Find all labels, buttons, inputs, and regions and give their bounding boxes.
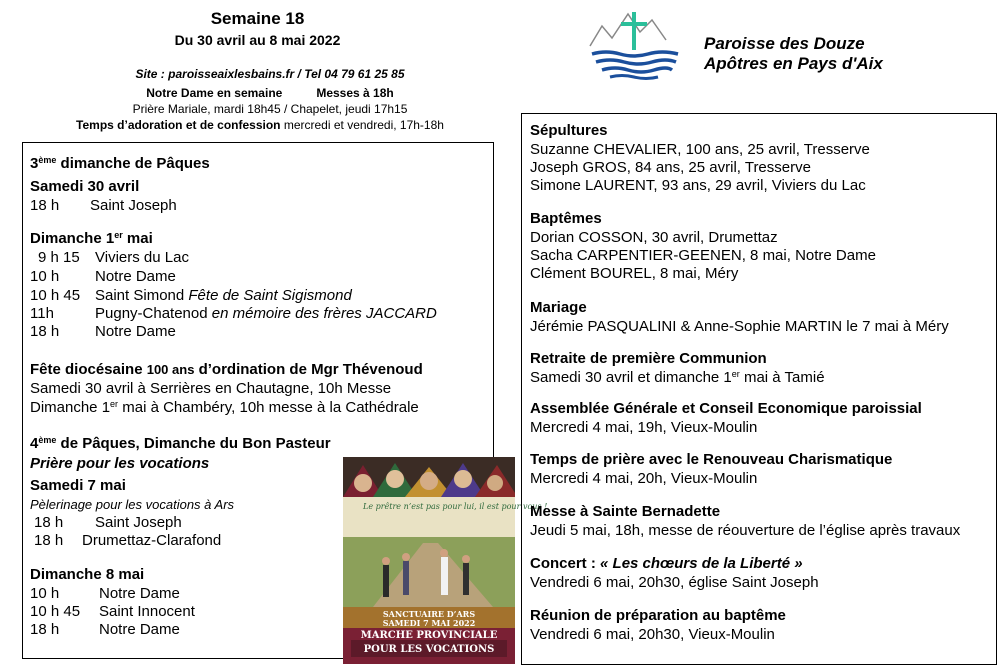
vocations-heading: Prière pour les vocations [30,455,210,472]
sunday-1-time: 18 h [30,323,60,340]
sunday-8-place: Notre Dame [99,621,180,638]
reunion-entry: Vendredi 6 mai, 20h30, Vieux-Moulin [530,626,775,643]
saturday-7-time: 18 h [34,514,64,531]
assemblee-entry: Mercredi 4 mai, 19h, Vieux-Moulin [530,419,758,436]
parish-name [704,34,883,74]
sunday-1-heading: Dimanche 1er mai [30,230,153,247]
sepultures-heading: Sépultures [530,122,608,139]
sunday-1-time: 10 h 45 [30,287,81,304]
baptemes-heading: Baptêmes [530,210,602,227]
sunday-8-time: 10 h 45 [30,603,81,620]
sunday-8-time: 18 h [30,621,60,638]
adoration-label: Temps d’adoration et de confession [76,118,281,132]
sunday-1-place: Pugny-Chatenod en mémoire des frères JACCARD [95,305,437,322]
site-line: Site : paroisseaixlesbains.fr / Tel 04 79 61 25 85 [135,67,405,81]
saturday-30-time: 18 h [30,197,60,214]
bapteme-entry: Sacha CARPENTIER-GEENEN, 8 mai, Notre Dame [530,247,876,264]
parish-name-line1: Paroisse des Douze [704,34,865,53]
retraite-entry: Samedi 30 avril et dimanche 1er mai à Tamié [530,369,825,386]
notre-dame-label: Notre Dame en semaine [146,86,283,100]
poster-sanctuary: SANCTUAIRE D’ARS [382,609,476,619]
concert-entry: Vendredi 6 mai, 20h30, église Saint Joseph [530,574,819,591]
fourth-sunday-heading: 4ème de Pâques, Dimanche du Bon Pasteur [30,435,331,452]
sunday-1-time: 10 h [30,268,60,285]
week-dates: Du 30 avril au 8 mai 2022 [174,32,341,48]
reunion-heading: Réunion de préparation au baptême [530,607,786,624]
week-title: Semaine 18 [210,9,305,28]
fete-line-1: Samedi 30 avril à Serrières en Chautagne, 10h Messe [30,380,392,397]
parish-logo-icon [588,10,688,80]
sunday-1-place: Saint Simond Fête de Saint Sigismond [95,287,352,304]
third-sunday-heading: 3ème dimanche de Pâques [30,155,210,172]
saturday-7-heading: Samedi 7 mai [30,477,126,494]
poster-script-text: Le prêtre n’est pas pour lui, il est pour vous ! [363,502,548,511]
sepulture-entry: Joseph GROS, 84 ans, 25 avril, Tresserve [530,159,811,176]
bapteme-entry: Clément BOUREL, 8 mai, Méry [530,265,739,282]
sunday-1-note: Fête de Saint Sigismond [188,287,352,304]
priere-charismatique-entry: Mercredi 4 mai, 20h, Vieux-Moulin [530,470,758,487]
sunday-1-place: Notre Dame [95,323,176,340]
sunday-1-note: en mémoire des frères JACCARD [211,305,437,322]
saturday-7-place: Drumettaz-Clarafond [82,532,222,549]
fete-line-2: Dimanche 1er mai à Chambéry, 10h messe à la Cathédrale [30,399,419,416]
sunday-1-time: 9 h 15 [38,249,80,266]
assemblee-heading: Assemblée Générale et Conseil Economique paroissial [530,400,922,417]
notre-dame-weekday-line [60,86,480,100]
concert-heading: Concert : « Les chœurs de la Liberté » [530,555,803,572]
fete-diocesaine-heading: Fête diocésaine 100 ans d’ordination de Mgr Thévenoud [30,361,423,378]
adoration-value: mercredi et vendredi, 17h-18h [280,118,444,132]
saturday-30-place: Saint Joseph [90,197,177,214]
sunday-1-time: 11h [30,305,54,322]
mariage-entry: Jérémie PASQUALINI & Anne-Sophie MARTIN le 7 mai à Méry [530,318,949,335]
vocations-march-poster [343,457,548,664]
priere-line: Prière Mariale, mardi 18h45 / Chapelet, jeudi 17h15 [132,102,408,116]
sunday-1-place: Viviers du Lac [95,249,189,266]
mariage-heading: Mariage [530,299,587,316]
sunday-8-time: 10 h [30,585,60,602]
saturday-7-place: Saint Joseph [95,514,182,531]
concert-name: « Les chœurs de la Liberté » [600,555,803,572]
priere-charismatique-heading: Temps de prière avec le Renouveau Charismatique [530,451,893,468]
bapteme-entry: Dorian COSSON, 30 avril, Drumettaz [530,229,778,246]
retraite-heading: Retraite de première Communion [530,350,767,367]
saturday-7-time: 18 h [34,532,64,549]
sepulture-entry: Simone LAURENT, 93 ans, 29 avril, Viviers du Lac [530,177,866,194]
sunday-1-place: Notre Dame [95,268,176,285]
poster-title-2: POUR LES VOCATIONS [363,644,495,655]
sunday-8-heading: Dimanche 8 mai [30,566,145,583]
poster-title-1: MARCHE PROVINCIALE [360,630,498,641]
pelerinage-note: Pèlerinage pour les vocations à Ars [30,497,235,512]
parish-name-line2: Apôtres en Pays d'Aix [704,54,883,73]
sunday-8-place: Saint Innocent [99,603,195,620]
saturday-30-heading: Samedi 30 avril [30,178,140,195]
sainte-bernadette-heading: Messe à Sainte Bernadette [530,503,721,520]
sunday-8-place: Notre Dame [99,585,180,602]
poster-date: SAMEDI 7 MAI 2022 [382,618,476,628]
notre-dame-masses: Messes à 18h [316,86,394,100]
sainte-bernadette-entry: Jeudi 5 mai, 18h, messe de réouverture de l’église après travaux [530,522,961,539]
adoration-line [20,118,500,132]
sepulture-entry: Suzanne CHEVALIER, 100 ans, 25 avril, Tresserve [530,141,870,158]
